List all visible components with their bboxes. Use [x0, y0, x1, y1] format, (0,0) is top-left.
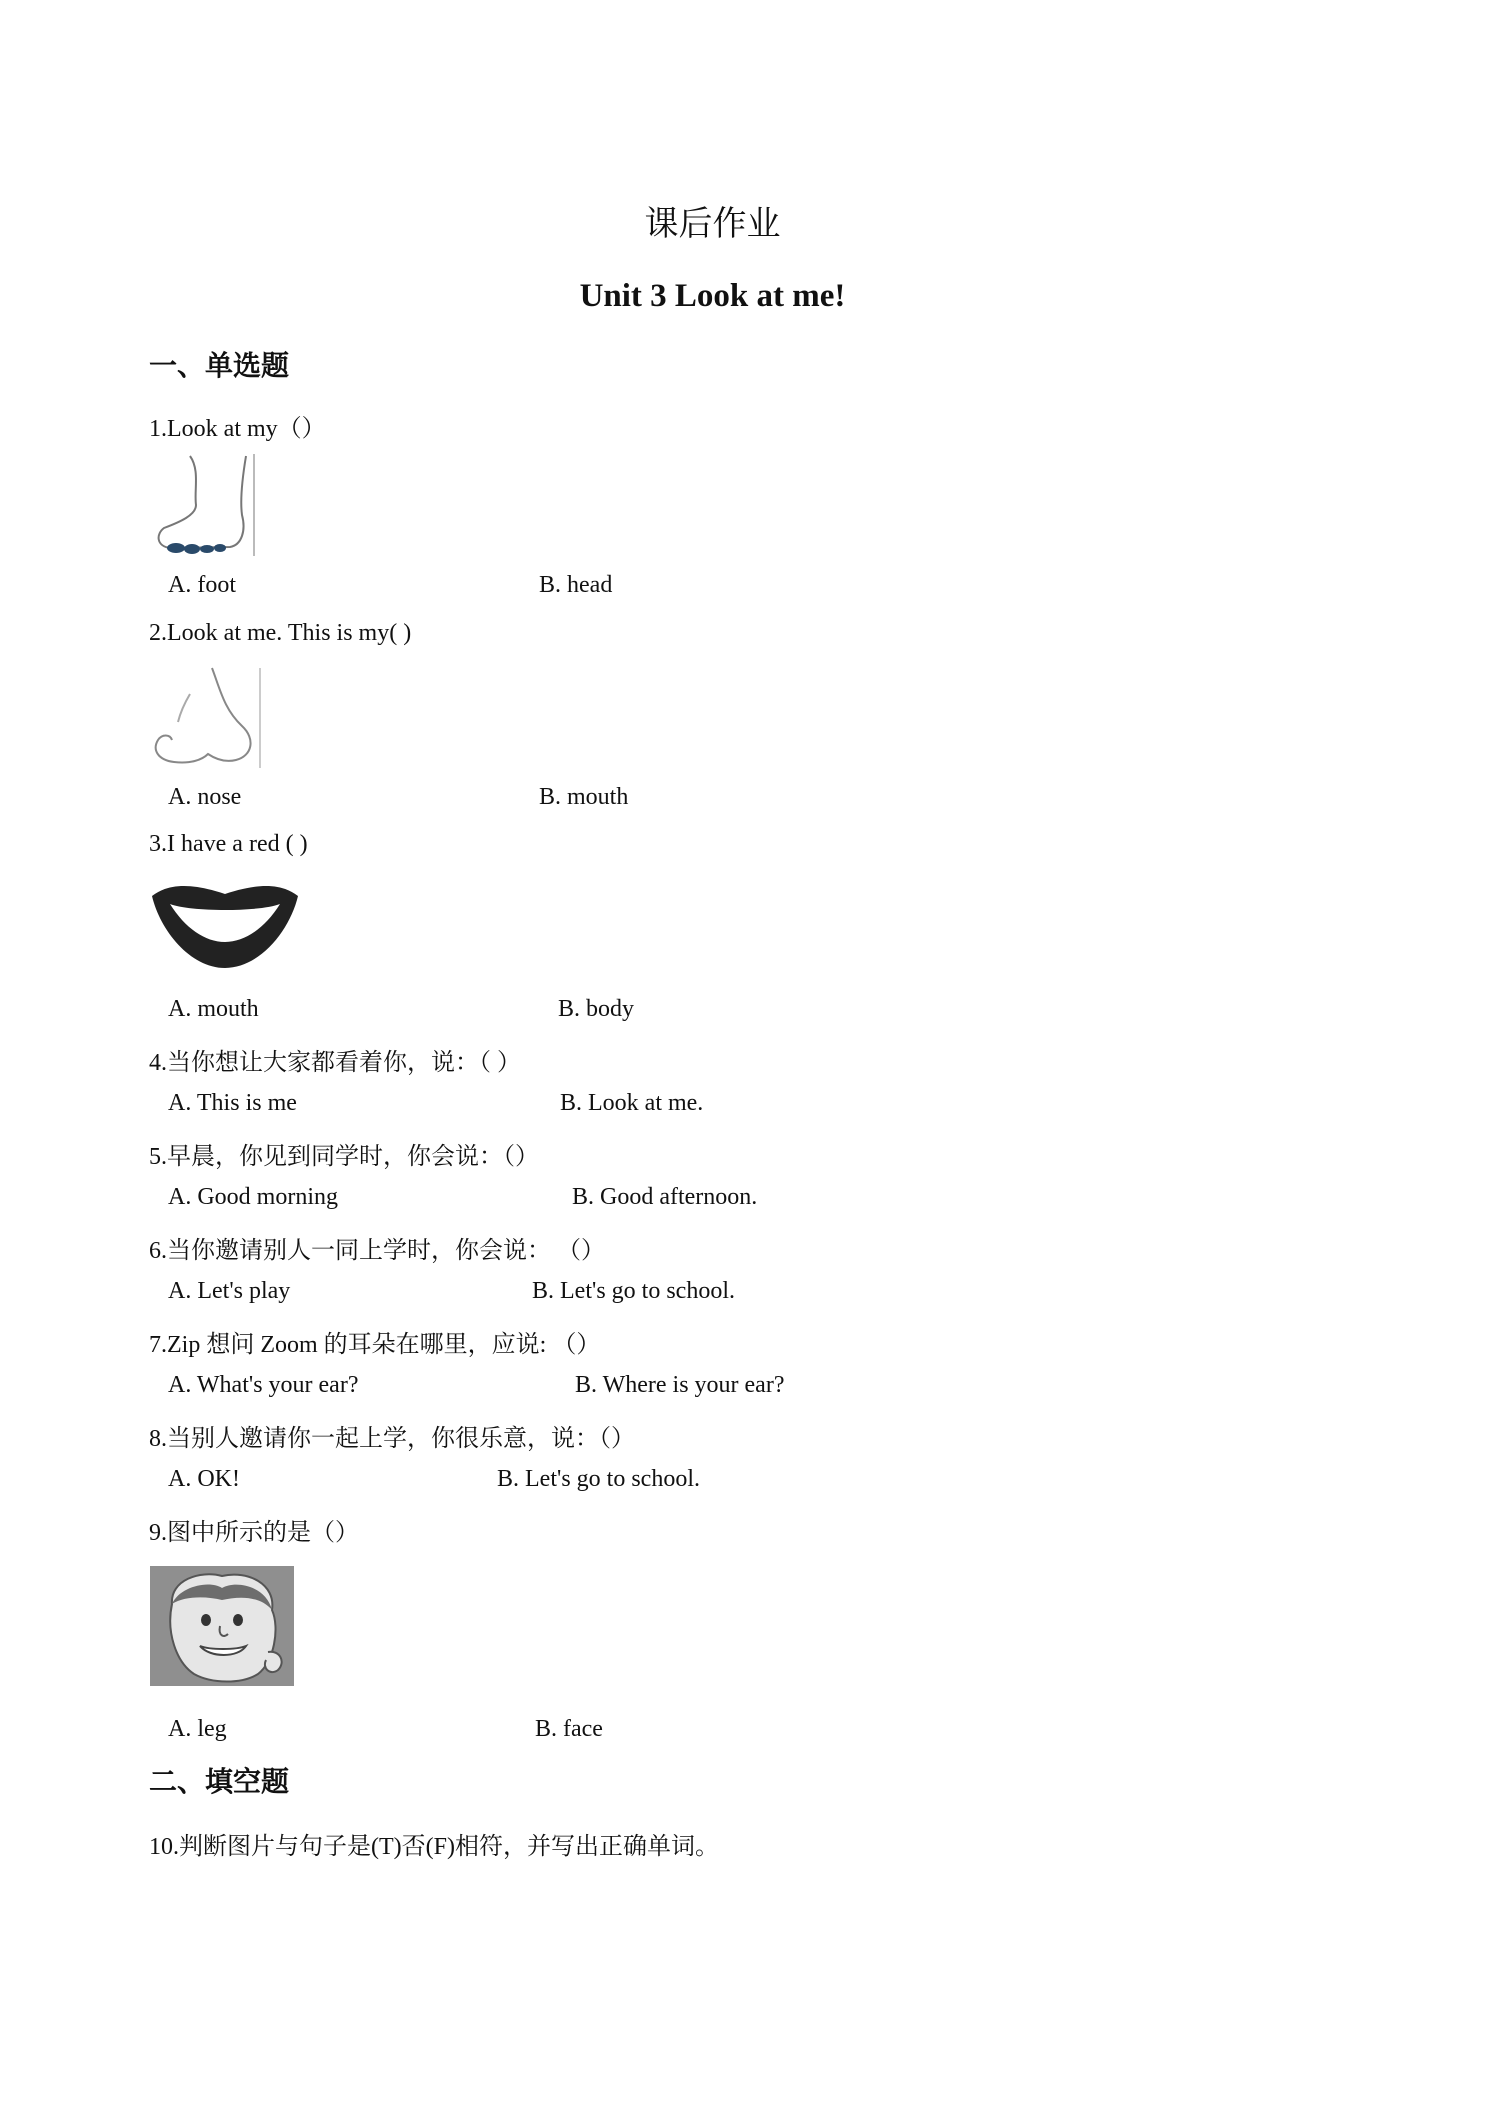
question-9-option-b: B. face	[535, 1716, 603, 1742]
question-7-text: 7.Zip 想问 Zoom 的耳朵在哪里，应说: （）	[149, 1332, 601, 1358]
question-3-text: 3.I have a red ( )	[149, 831, 308, 857]
question-8-option-a: A. OK!	[168, 1466, 240, 1492]
question-7-option-a: A. What's your ear?	[168, 1372, 359, 1398]
question-9-text: 9.图中所示的是（）	[149, 1520, 359, 1546]
question-2-text: 2.Look at me. This is my( )	[149, 620, 412, 646]
nose-image	[150, 664, 264, 770]
question-4-text: 4.当你想让大家都看着你，说：（ ）	[149, 1050, 521, 1076]
question-8-option-b: B. Let's go to school.	[497, 1466, 700, 1492]
question-6-option-a: A. Let's play	[168, 1278, 291, 1304]
question-3-option-a: A. mouth	[168, 996, 259, 1022]
page-title: 课后作业	[644, 204, 781, 244]
question-2-option-a: A. nose	[168, 784, 242, 810]
question-6-option-b: B. Let's go to school.	[532, 1278, 735, 1304]
question-6-text: 6.当你邀请别人一同上学时，你会说： （）	[149, 1238, 605, 1264]
question-4-option-b: B. Look at me.	[560, 1090, 704, 1116]
question-5-text: 5.早晨，你见到同学时，你会说：（）	[149, 1144, 539, 1170]
question-9-option-a: A. leg	[168, 1716, 227, 1742]
question-8-text: 8.当别人邀请你一起上学，你很乐意，说：（）	[149, 1426, 635, 1452]
question-5-option-b: B. Good afternoon.	[572, 1184, 758, 1210]
section-heading-fill-blank: 二、填空题	[149, 1765, 290, 1798]
question-3-option-b: B. body	[558, 996, 635, 1022]
question-2-option-b: B. mouth	[539, 784, 629, 810]
question-4-option-a: A. This is me	[168, 1090, 297, 1116]
section-heading-single-choice: 一、单选题	[149, 349, 290, 382]
question-5-option-a: A. Good morning	[168, 1184, 338, 1210]
unit-title: Unit 3 Look at me!	[579, 278, 846, 314]
foot-image	[150, 450, 262, 558]
cartoon-face-image	[150, 1566, 294, 1686]
question-1-option-b: B. head	[539, 572, 613, 598]
question-7-option-b: B. Where is your ear?	[575, 1372, 785, 1398]
question-10-text: 10.判断图片与句子是(T)否(F)相符，并写出正确单词。	[149, 1834, 719, 1860]
question-1-option-a: A. foot	[168, 572, 236, 598]
lips-image	[150, 882, 300, 970]
question-1-text: 1.Look at my（）	[149, 416, 326, 442]
